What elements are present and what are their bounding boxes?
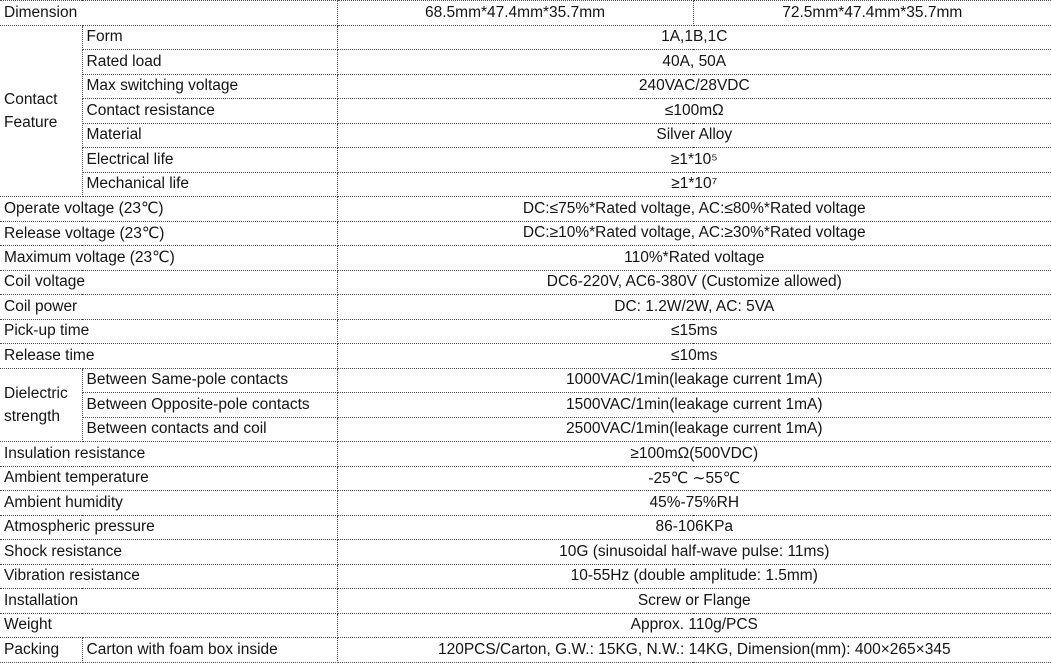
weight-row [0,613,1051,638]
contact-feature-row-contact-resistance [0,99,1051,124]
contact-feature-row-electrical-life [0,148,1051,173]
installation-label: Installation [0,589,337,614]
pick-up-time-value: ≤15ms [337,319,1051,344]
atmospheric-pressure-label: Atmospheric pressure [0,515,337,540]
material-label: Material [82,123,337,148]
opposite-pole-contacts-label: Between Opposite-pole contacts [82,393,337,418]
ambient-humidity-row [0,491,1051,516]
dielectric-row-opposite-pole [0,393,1051,418]
release-time-value: ≤10ms [337,344,1051,369]
coil-voltage-row [0,270,1051,295]
contact-feature-row-rated-load [0,50,1051,75]
installation-value: Screw or Flange [337,589,1051,614]
packing-value: 120PCS/Carton, G.W.: 15KG, N.W.: 14KG, Dimension(mm): 400×265×345 [337,638,1051,663]
dimension-label: Dimension [0,1,337,26]
opposite-pole-contacts-value: 1500VAC/1min(leakage current 1mA) [337,393,1051,418]
ambient-humidity-label: Ambient humidity [0,491,337,516]
coil-power-value: DC: 1.2W/2W, AC: 5VA [337,295,1051,320]
insulation-resistance-row [0,442,1051,467]
pick-up-time-label: Pick-up time [0,319,337,344]
shock-resistance-label: Shock resistance [0,540,337,565]
packing-label: Packing [0,638,82,663]
packing-row [0,638,1051,663]
shock-resistance-row [0,540,1051,565]
maximum-voltage-row [0,246,1051,271]
contact-feature-row-material [0,123,1051,148]
electrical-life-value: ≥1*10⁵ [337,148,1051,173]
coil-voltage-label: Coil voltage [0,270,337,295]
vibration-resistance-value: 10-55Hz (double amplitude: 1.5mm) [337,564,1051,589]
operate-voltage-value: DC:≤75%*Rated voltage, AC:≤80%*Rated voltage [337,197,1051,222]
ambient-temperature-label: Ambient temperature [0,466,337,491]
insulation-resistance-label: Insulation resistance [0,442,337,467]
release-voltage-row [0,221,1051,246]
contacts-and-coil-value: 2500VAC/1min(leakage current 1mA) [337,417,1051,442]
atmospheric-pressure-row [0,515,1051,540]
coil-voltage-value: DC6-220V, AC6-380V (Customize allowed) [337,270,1051,295]
dimension-value-1: 68.5mm*47.4mm*35.7mm [337,1,693,26]
vibration-resistance-label: Vibration resistance [0,564,337,589]
ambient-temperature-value: -25℃ ∼55℃ [337,466,1051,491]
form-value: 1A,1B,1C [337,25,1051,50]
operate-voltage-label: Operate voltage (23℃) [0,197,337,222]
max-switching-voltage-value: 240VAC/28VDC [337,74,1051,99]
contact-feature-row-form [0,25,1051,50]
insulation-resistance-value: ≥100mΩ(500VDC) [337,442,1051,467]
dimension-row [0,1,1051,26]
shock-resistance-value: 10G (sinusoidal half-wave pulse: 11ms) [337,540,1051,565]
release-time-label: Release time [0,344,337,369]
release-voltage-label: Release voltage (23℃) [0,221,337,246]
same-pole-contacts-value: 1000VAC/1min(leakage current 1mA) [337,368,1051,393]
packing-sub-label: Carton with foam box inside [82,638,337,663]
dielectric-strength-group-label: Dielectric strength [0,368,82,442]
coil-power-row [0,295,1051,320]
dielectric-row-contacts-coil [0,417,1051,442]
maximum-voltage-label: Maximum voltage (23℃) [0,246,337,271]
weight-value: Approx. 110g/PCS [337,613,1051,638]
contact-feature-row-max-switching-voltage [0,74,1051,99]
weight-label: Weight [0,613,337,638]
contact-feature-row-mechanical-life [0,172,1051,197]
dielectric-row-same-pole [0,368,1051,393]
coil-power-label: Coil power [0,295,337,320]
material-value: Silver Alloy [337,123,1051,148]
contact-feature-group-label: Contact Feature [0,25,82,197]
ambient-temperature-row [0,466,1051,491]
electrical-life-label: Electrical life [82,148,337,173]
vibration-resistance-row [0,564,1051,589]
maximum-voltage-value: 110%*Rated voltage [337,246,1051,271]
ambient-humidity-value: 45%-75%RH [337,491,1051,516]
mechanical-life-label: Mechanical life [82,172,337,197]
dimension-value-2: 72.5mm*47.4mm*35.7mm [693,1,1051,26]
contacts-and-coil-label: Between contacts and coil [82,417,337,442]
pick-up-time-row [0,319,1051,344]
rated-load-label: Rated load [82,50,337,75]
atmospheric-pressure-value: 86-106KPa [337,515,1051,540]
mechanical-life-value: ≥1*10⁷ [337,172,1051,197]
contact-resistance-value: ≤100mΩ [337,99,1051,124]
form-label: Form [82,25,337,50]
release-voltage-value: DC:≥10%*Rated voltage, AC:≥30%*Rated voltage [337,221,1051,246]
contact-resistance-label: Contact resistance [82,99,337,124]
same-pole-contacts-label: Between Same-pole contacts [82,368,337,393]
installation-row [0,589,1051,614]
rated-load-value: 40A, 50A [337,50,1051,75]
release-time-row [0,344,1051,369]
max-switching-voltage-label: Max switching voltage [82,74,337,99]
operate-voltage-row [0,197,1051,222]
